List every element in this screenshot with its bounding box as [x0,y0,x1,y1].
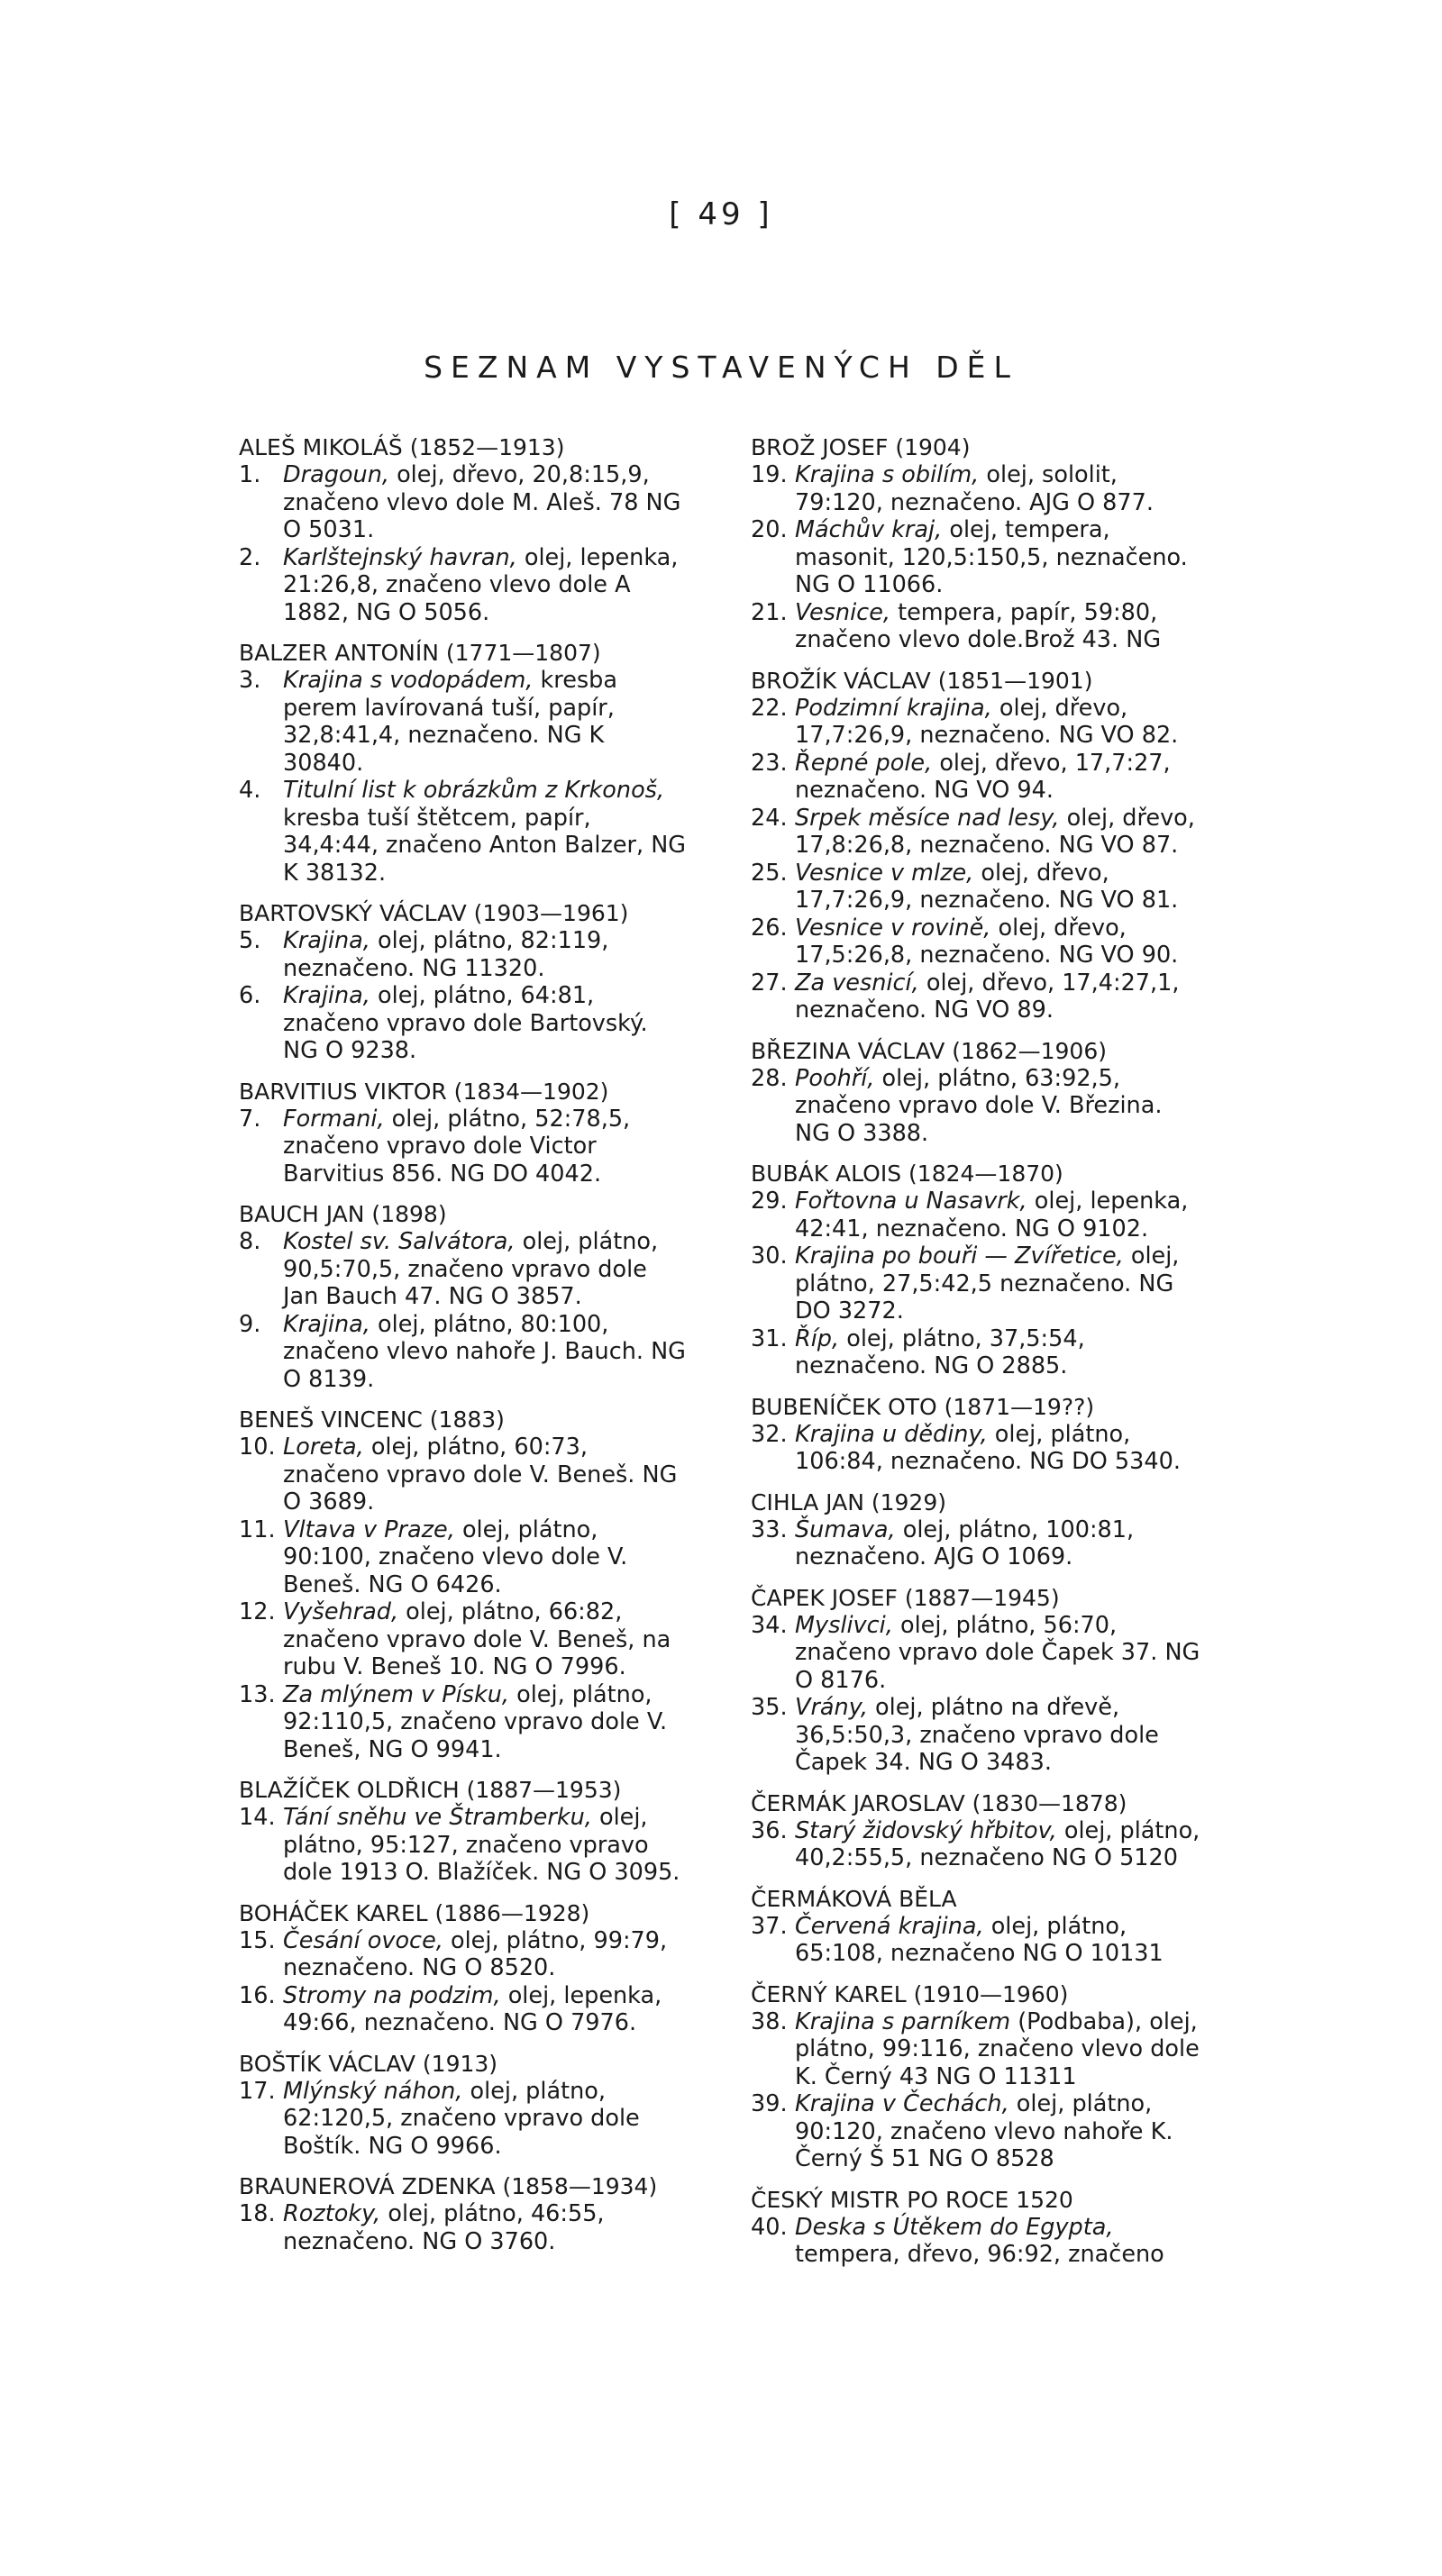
artist-name: BRAUNEROVÁ ZDENKA (1858—1934) [239,2173,658,2199]
artwork-details: olej, dřevo, 20,8:15,9, značeno vlevo dole M. Aleš. 78 NG O 5031. [283,461,681,543]
artwork-title: Vesnice v mlze, [795,859,974,887]
catalog-number: 11. [239,1516,276,1543]
artwork-title: Vesnice v rovině, [795,914,991,942]
artwork-title: Krajina, [283,927,370,954]
artist-name: BOŠTÍK VÁCLAV (1913) [239,2050,498,2077]
artwork-entry [239,1434,689,1516]
artist-name: ČERMÁKOVÁ BĚLA [751,1885,957,1912]
artwork-details: olej, plátno, 90,5:70,5, značeno vpravo dole Jan Bauch 47. NG O 3857. [283,1228,659,1310]
artist-name: BENEŠ VINCENC (1883) [239,1406,505,1433]
catalog-number: 37. [751,1912,788,1940]
artist-entry [239,640,689,887]
catalog-number: 4. [239,777,261,804]
artwork-details: olej, sololit, 79:120, neznačeno. AJG O 877. [795,461,1154,516]
artwork-details: olej, plátno, 92:110,5, značeno vpravo dole V. Beneš, NG O 9941. [283,1680,668,1763]
artwork-details: olej, lepenka, 49:66, neznačeno. NG O 7976. [283,1981,662,2036]
catalog-number: 20. [751,516,788,543]
catalog-number: 35. [751,1694,788,1721]
artist-name: BARTOVSKÝ VÁCLAV (1903—1961) [239,900,629,926]
artist-entry [239,1777,689,1887]
artwork-entry [751,1516,1201,1571]
artwork-title: Vrány, [795,1694,868,1721]
catalog-number: 8. [239,1228,261,1255]
artwork-details: olej, tempera, masonit, 120,5:150,5, neznačeno. NG O 11066. [795,516,1188,598]
artwork-title: Červená krajina, [795,1912,984,1940]
artwork-entry [239,2200,689,2255]
artwork-details: olej, plátno, 52:78,5, značeno vpravo dole Victor Barvitius 856. NG DO 4042. [283,1105,631,1188]
artwork-title: Krajina s parníkem [795,2007,1011,2035]
artwork-details: olej, plátno, 40,2:55,5, neznačeno NG O 5120 [795,1816,1200,1871]
artist-entry [751,1161,1201,1380]
catalog-number: 3. [239,667,261,694]
artist-name: BALZER ANTONÍN (1771—1807) [239,640,601,666]
artwork-entry [239,777,689,887]
catalog-number: 39. [751,2090,788,2117]
catalog-number: 7. [239,1105,261,1133]
artist-entry [751,1886,1201,1968]
artwork-title: Poohří, [795,1064,875,1092]
artwork-details: olej, plátno, 66:82, značeno vpravo dole V. Beneš, na rubu V. Beneš 10. NG O 7996. [283,1598,671,1680]
catalog-number: 23. [751,749,788,777]
catalog-number: 26. [751,914,788,942]
left-column [239,434,689,2255]
artist-name: ČERMÁK JAROSLAV (1830—1878) [751,1789,1127,1816]
catalog-number: 15. [239,1926,276,1954]
artist-name: BŘEZINA VÁCLAV (1862—1906) [751,1037,1107,1064]
artwork-entry [751,1913,1201,1968]
artwork-details: olej, plátno, 65:108, neznačeno NG O 10131 [795,1912,1164,1967]
artist-name: BLAŽÍČEK OLDŘICH (1887—1953) [239,1777,622,1803]
artwork-details: olej, plátno, 56:70, značeno vpravo dole Čapek 37. NG O 8176. [795,1611,1200,1694]
artist-name: ČERNÝ KAREL (1910—1960) [751,1980,1069,2007]
artwork-details: olej, plátno, 82:119, neznačeno. NG 11320. [283,927,609,982]
artwork-entry [751,969,1201,1024]
artwork-entry [239,1106,689,1188]
catalog-number: 33. [751,1516,788,1543]
catalog-number: 22. [751,694,788,722]
artwork-title: Titulní list k obrázkům z Krkonoš, [283,777,665,804]
catalog-number: 12. [239,1598,276,1625]
artwork-title: Krajina u dědiny, [795,1420,988,1448]
artwork-entry [751,1065,1201,1148]
artist-entry [751,1038,1201,1148]
artist-name: BUBENÍČEK OTO (1871—19??) [751,1393,1095,1420]
artwork-entry [239,1982,689,2037]
artwork-entry [751,599,1201,654]
artwork-title: Dragoun, [283,461,389,488]
catalog-number: 28. [751,1064,788,1092]
catalog-number: 10. [239,1434,276,1461]
artwork-details: olej, lepenka, 42:41, neznačeno. NG O 9102. [795,1188,1189,1242]
artwork-title: Krajina, [283,1310,370,1338]
artwork-title: Stromy na podzim, [283,1981,501,2009]
artwork-details: olej, dřevo, 17,7:27, neznačeno. NG VO 94. [795,749,1171,804]
artwork-details: kresba perem lavírovaná tuší, papír, 32,8:41,4, neznačeno. NG K 30840. [283,667,617,777]
artist-entry [239,1900,689,2037]
catalog-number: 27. [751,969,788,997]
artwork-entry [751,805,1201,860]
artwork-details: olej, plátno, 90:120, značeno vlevo nahoře K. Černý Š 51 NG O 8528 [795,2090,1173,2172]
artist-entry [239,434,689,626]
artist-name: ČAPEK JOSEF (1887—1945) [751,1584,1060,1611]
catalog-number: 25. [751,859,788,887]
artwork-entry [751,750,1201,805]
artwork-details: olej, plátno, 80:100, značeno vlevo nahoře J. Bauch. NG O 8139. [283,1310,686,1393]
artwork-details: olej, plátno, 46:55, neznačeno. NG O 3760. [283,2200,605,2255]
page-title: SEZNAM VYSTAVENÝCH DĚL [424,350,1018,385]
catalog-number: 40. [751,2213,788,2241]
artwork-entry [751,1421,1201,1476]
artist-name: BROŽ JOSEF (1904) [751,434,971,460]
artwork-entry [239,1228,689,1311]
artwork-details: olej, plátno, 64:81, značeno vpravo dole Bartovský. NG O 9238. [283,982,648,1064]
artwork-entry [751,1242,1201,1325]
artist-name: BOHÁČEK KAREL (1886—1928) [239,1899,590,1926]
catalog-number: 30. [751,1242,788,1270]
artwork-title: Mlýnský náhon, [283,2077,463,2105]
artwork-details: olej, plátno, 100:81, neznačeno. AJG O 1069. [795,1516,1135,1570]
artwork-entry [751,2214,1201,2269]
artwork-details: kresba tuší štětcem, papír, 34,4:44, značeno Anton Balzer, NG K 38132. [283,804,687,887]
artist-entry [751,1790,1201,1872]
artwork-entry [751,915,1201,969]
artwork-title: Starý židovský hřbitov, [795,1816,1057,1844]
artwork-entry [751,1612,1201,1695]
catalog-number: 9. [239,1310,261,1338]
catalog-number: 31. [751,1324,788,1352]
artwork-details: olej, plátno, 90:100, značeno vlevo dole V. Beneš. NG O 6426. [283,1516,628,1598]
catalog-number: 19. [751,461,788,488]
artwork-title: Řepné pole, [795,749,933,777]
artwork-title: Říp, [795,1324,840,1352]
artist-name: BUBÁK ALOIS (1824—1870) [751,1161,1063,1187]
artwork-entry [751,1325,1201,1380]
artwork-details: olej, dřevo, 17,7:26,9, neznačeno. NG VO 81. [795,859,1179,914]
artwork-title: Formani, [283,1105,385,1133]
artist-entry [751,668,1201,1024]
artwork-entry [751,1188,1201,1242]
artist-entry [751,434,1201,654]
artwork-details: olej, plátno na dřevě, 36,5:50,3, značeno vpravo dole Čapek 34. NG O 3483. [795,1694,1159,1776]
artwork-title: Tání sněhu ve Štramberku, [283,1804,592,1831]
artist-entry [239,2173,689,2255]
catalog-number: 6. [239,982,261,1009]
catalog-number: 5. [239,927,261,954]
catalog-number: 16. [239,1981,276,2009]
artwork-title: Šumava, [795,1516,896,1543]
artist-name: CIHLA JAN (1929) [751,1488,946,1516]
artwork-entry [239,544,689,627]
artwork-details: olej, plátno, 99:79, neznačeno. NG O 8520. [283,1926,668,1981]
artwork-entry [751,461,1201,516]
artwork-title: Karlštejnský havran, [283,543,517,571]
artwork-details: olej, lepenka, 21:26,8, značeno vlevo dole A 1882, NG O 5056. [283,543,679,626]
artist-entry [751,1981,1201,2173]
artist-entry [239,1201,689,1393]
artwork-entry [751,2090,1201,2173]
artist-entry [239,1079,689,1188]
artwork-entry [239,1681,689,1764]
catalog-number: 24. [751,804,788,832]
catalog-number: 13. [239,1680,276,1708]
artwork-details: olej, dřevo, 17,4:27,1, neznačeno. NG VO 89. [795,969,1180,1024]
artist-entry [239,2051,689,2161]
catalog-number: 14. [239,1804,276,1831]
artwork-title: Za mlýnem v Písku, [283,1680,509,1708]
artwork-entry [239,2078,689,2161]
artist-entry [751,1489,1201,1571]
right-column [751,434,1201,2269]
artwork-entry [239,461,689,544]
artist-entry [239,900,689,1065]
artwork-title: Vltava v Praze, [283,1516,455,1543]
artwork-details: olej, plátno, 95:127, značeno vpravo dole 1913 O. Blažíček. NG O 3095. [283,1804,680,1886]
artist-name: BROŽÍK VÁCLAV (1851—1901) [751,667,1093,694]
artwork-title: Srpek měsíce nad lesy, [795,804,1060,832]
catalog-number: 17. [239,2077,276,2105]
artwork-title: Za vesnicí, [795,969,919,997]
artwork-title: Vyšehrad, [283,1598,399,1625]
artwork-title: Podzimní krajina, [795,694,992,722]
artwork-title: Krajina s vodopádem, [283,667,534,694]
artwork-details: (Podbaba), olej, plátno, 99:116, značeno vlevo dole K. Černý 43 NG O 11311 [795,2007,1200,2090]
page-number: [ 49 ] [669,196,773,232]
artwork-title: Fořtovna u Nasavrk, [795,1188,1027,1215]
artwork-title: Krajina s obilím, [795,461,980,488]
artwork-title: Máchův kraj, [795,516,943,543]
artwork-title: Deska s Útěkem do Egypta, [795,2213,1114,2241]
artwork-entry [751,860,1201,915]
catalog-number: 38. [751,2007,788,2035]
catalog-number: 2. [239,543,261,571]
catalog-number: 21. [751,598,788,626]
catalog-number: 32. [751,1420,788,1448]
catalog-number: 29. [751,1188,788,1215]
catalog-number: 34. [751,1611,788,1639]
artwork-entry [751,695,1201,750]
artist-name: BARVITIUS VIKTOR (1834—1902) [239,1078,609,1105]
artwork-details: tempera, dřevo, 96:92, značeno [795,2241,1164,2268]
artwork-entry [751,1694,1201,1777]
artist-name: ČESKÝ MISTR PO ROCE 1520 [751,2186,1073,2213]
artwork-entry [239,1516,689,1599]
artwork-details: tempera, papír, 59:80, značeno vlevo dole.Brož 43. NG [795,598,1162,653]
artist-entry [751,1394,1201,1476]
artwork-entry [239,1927,689,1982]
catalog-number: 36. [751,1816,788,1844]
artwork-title: Krajina po bouři — Zvířetice, [795,1242,1124,1270]
artist-name: ALEŠ MIKOLÁŠ (1852—1913) [239,434,565,460]
artwork-details: olej, plátno, 62:120,5, značeno vpravo dole Boštík. NG O 9966. [283,2077,640,2160]
artwork-title: Roztoky, [283,2200,381,2227]
artwork-title: Krajina, [283,982,370,1009]
artwork-details: olej, plátno, 63:92,5, značeno vpravo dole V. Březina. NG O 3388. [795,1064,1163,1147]
artwork-title: Loreta, [283,1434,364,1461]
artist-entry [239,1406,689,1763]
artwork-details: olej, plátno, 106:84, neznačeno. NG DO 5340. [795,1420,1181,1475]
artwork-details: olej, dřevo, 17,5:26,8, neznačeno. NG VO 90. [795,914,1179,969]
artist-entry [751,2187,1201,2269]
artwork-title: Česání ovoce, [283,1926,443,1954]
artwork-entry [239,927,689,982]
catalog-number: 1. [239,461,261,488]
artwork-title: Vesnice, [795,598,890,626]
artwork-details: olej, plátno, 37,5:54, neznačeno. NG O 2885. [795,1324,1085,1379]
artist-name: BAUCH JAN (1898) [239,1201,447,1227]
artwork-entry [751,1817,1201,1872]
artwork-entry [239,667,689,777]
artwork-title: Krajina v Čechách, [795,2090,1009,2117]
artwork-details: olej, dřevo, 17,7:26,9, neznačeno. NG VO 82. [795,694,1179,749]
artwork-details: olej, plátno, 27,5:42,5 neznačeno. NG DO 3272. [795,1242,1180,1324]
artwork-title: Myslivci, [795,1611,893,1639]
artwork-entry [239,1311,689,1394]
artwork-details: olej, plátno, 60:73, značeno vpravo dole V. Beneš. NG O 3689. [283,1434,678,1516]
artwork-entry [751,516,1201,599]
artwork-entry [239,1598,689,1681]
artwork-entry [239,1804,689,1887]
artwork-details: olej, dřevo, 17,8:26,8, neznačeno. NG VO 87. [795,804,1195,859]
artwork-title: Kostel sv. Salvátora, [283,1228,516,1255]
artist-entry [751,1585,1201,1777]
catalog-number: 18. [239,2200,276,2227]
artwork-entry [751,2008,1201,2091]
artwork-entry [239,982,689,1065]
